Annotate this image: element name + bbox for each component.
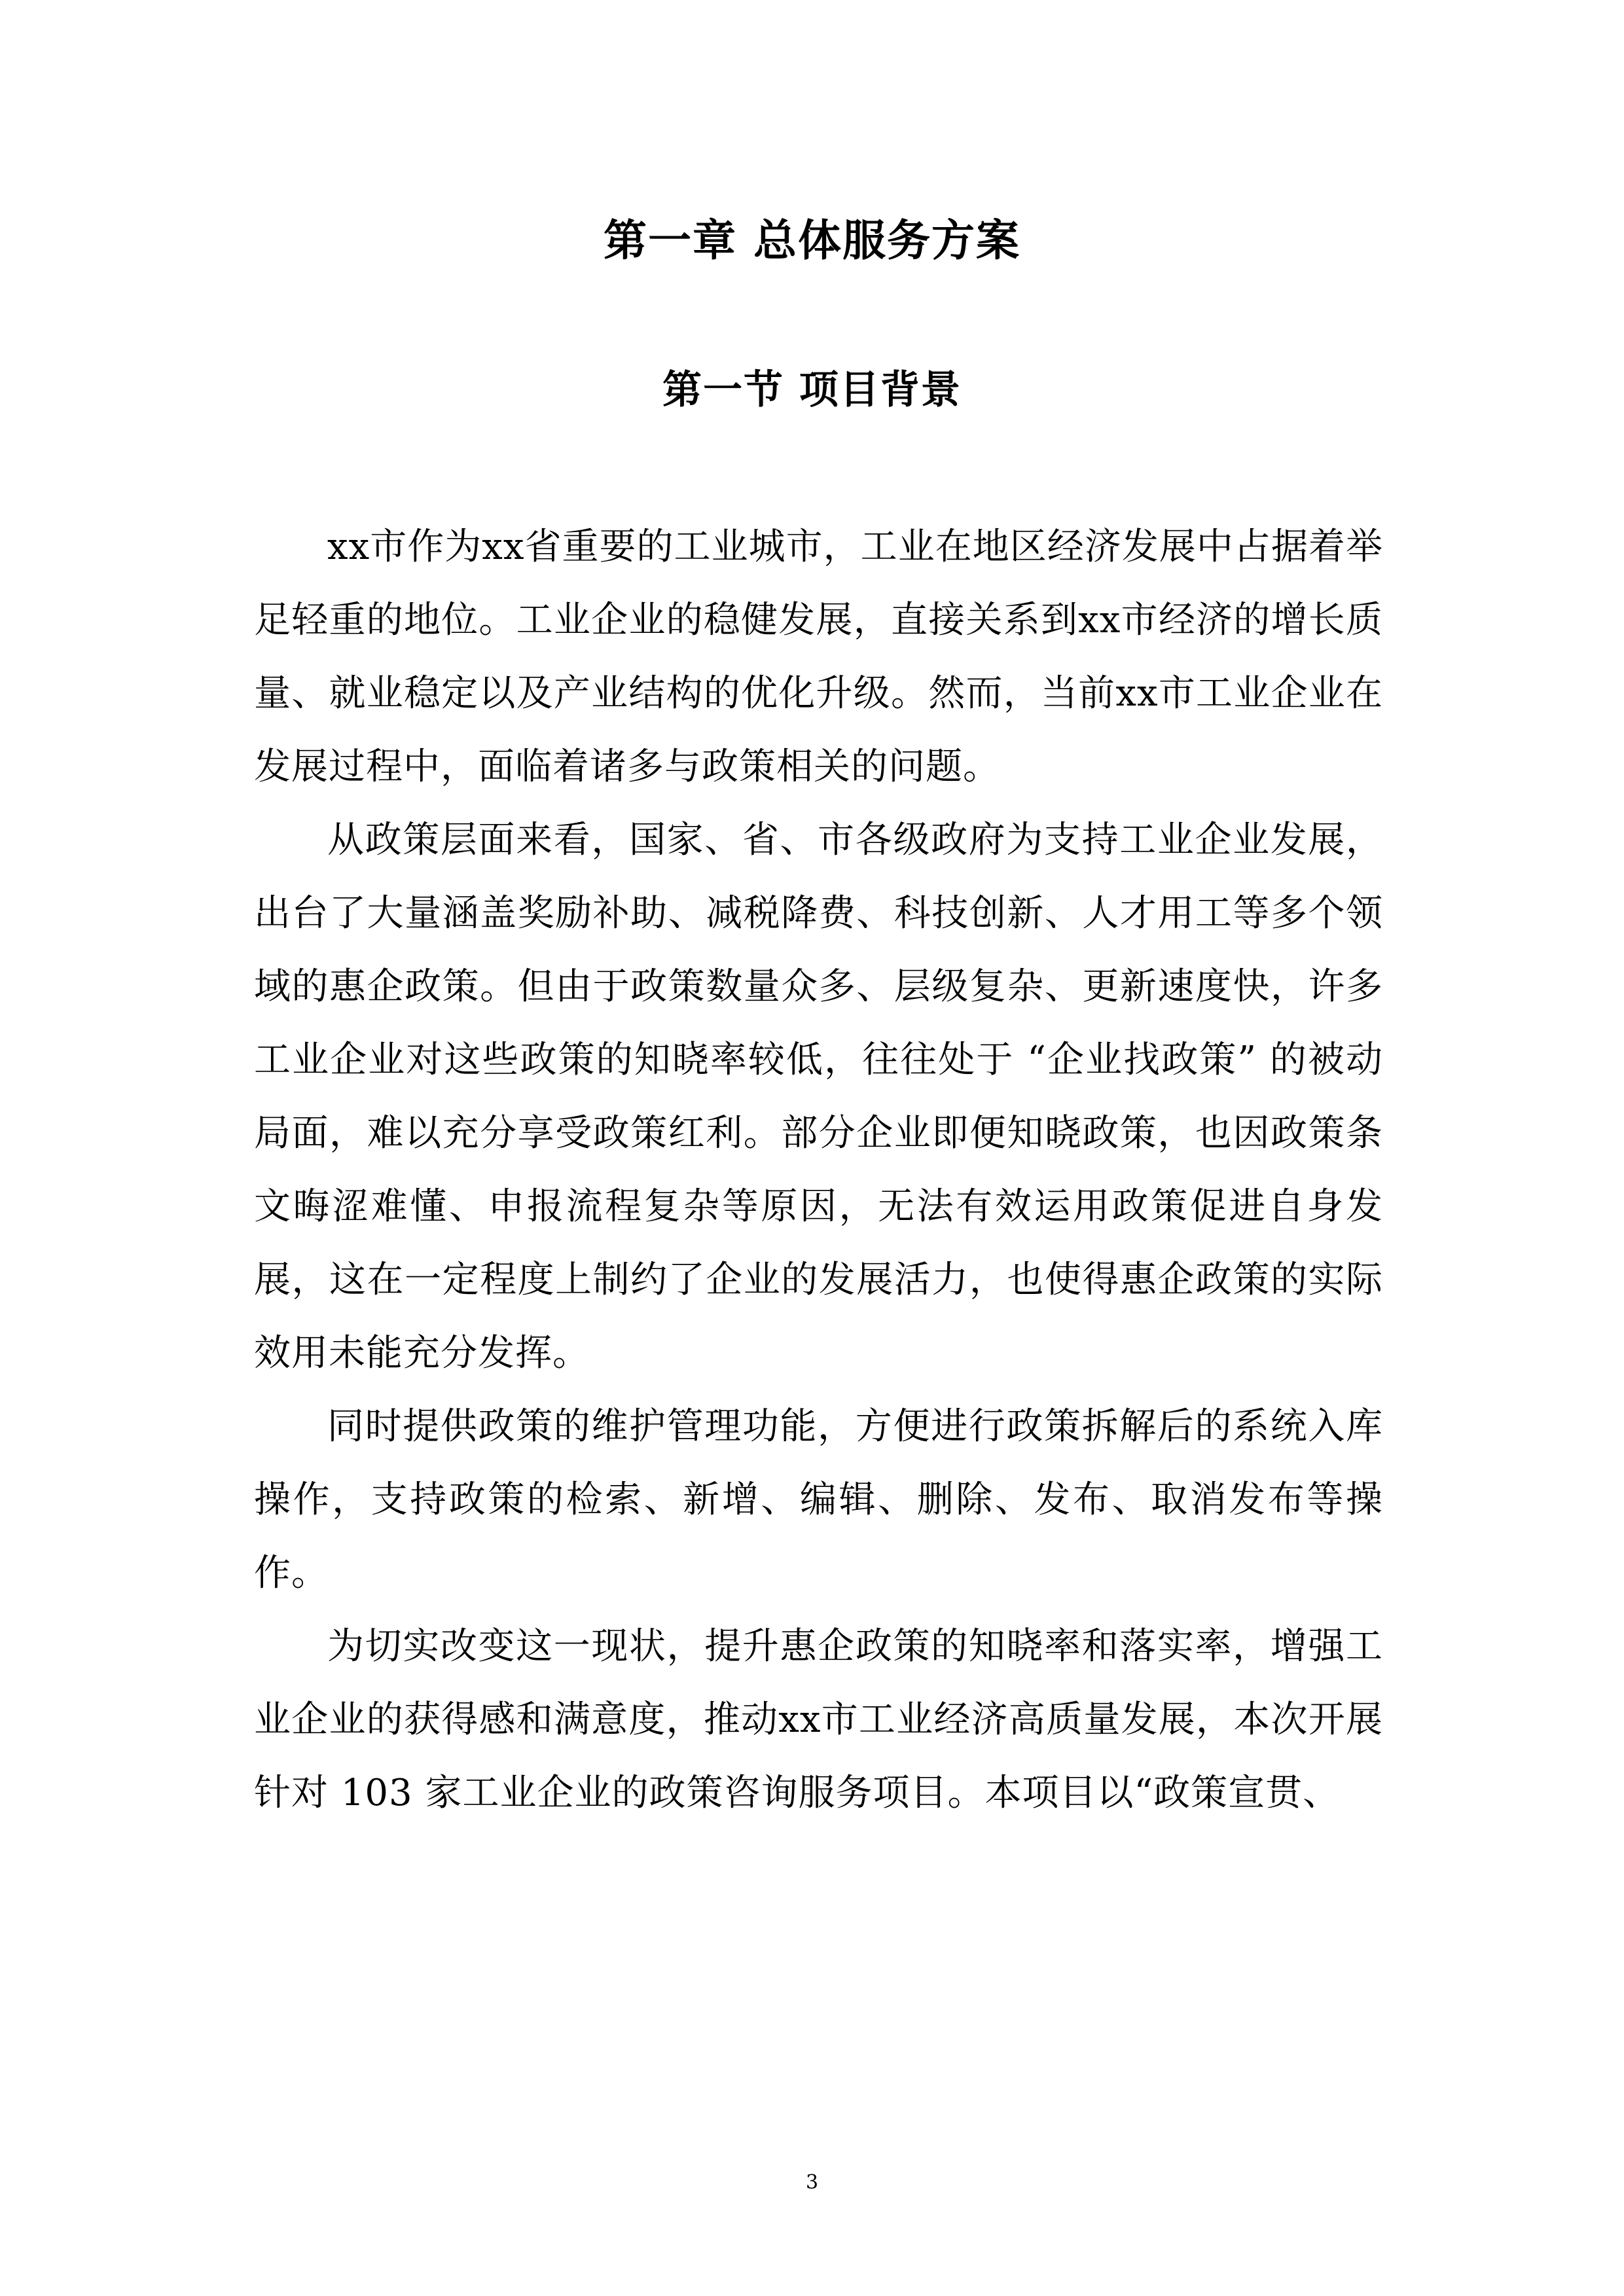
paragraph-1: xx市作为xx省重要的工业城市，工业在地区经济发展中占据着举足轻重的地位。工业企业的稳健发展，直接关系到xx市经济的增长质量、就业稳定以及产业结构的优化升级。然而，当前xx市工业企业在发展过程中，面临着诸多与政策相关的问题。 bbox=[254, 526, 1383, 788]
chapter-title: 第一章 总体服务方案 bbox=[604, 215, 1020, 266]
section-title: 第一节 项目背景 bbox=[662, 367, 962, 413]
paragraph-3: 同时提供政策的维护管理功能，方便进行政策拆解后的系统入库操作，支持政策的检索、新增、编辑、删除、发布、取消发布等操作。 bbox=[254, 1405, 1383, 1594]
paragraph-2: 从政策层面来看，国家、省、市各级政府为支持工业企业发展，出台了大量涵盖奖励补助、减税降费、科技创新、人才用工等多个领域的惠企政策。但由于政策数量众多、层级复杂、更新速度快，许多工业企业对这些政策的知晓率较低，往往处于 “企业找政策” 的被动局面，难以充分享受政策红利。部分企业即便知晓政策，也因政策条文晦涩难懂、申报流程复杂等原因，无法有效运用政策促进自身发展，这在一定程度上制约了企业的发展活力，也使得惠企政策的实际效用未能充分发挥。 bbox=[254, 819, 1383, 1374]
paragraph-4: 为切实改变这一现状，提升惠企政策的知晓率和落实率，增强工业企业的获得感和满意度，推动xx市工业经济高质量发展，本次开展针对 103 家工业企业的政策咨询服务项目。本项目以“政策宣贯、 bbox=[254, 1625, 1383, 1814]
body-text bbox=[254, 511, 1383, 1830]
page-number: 3 bbox=[805, 2171, 819, 2194]
